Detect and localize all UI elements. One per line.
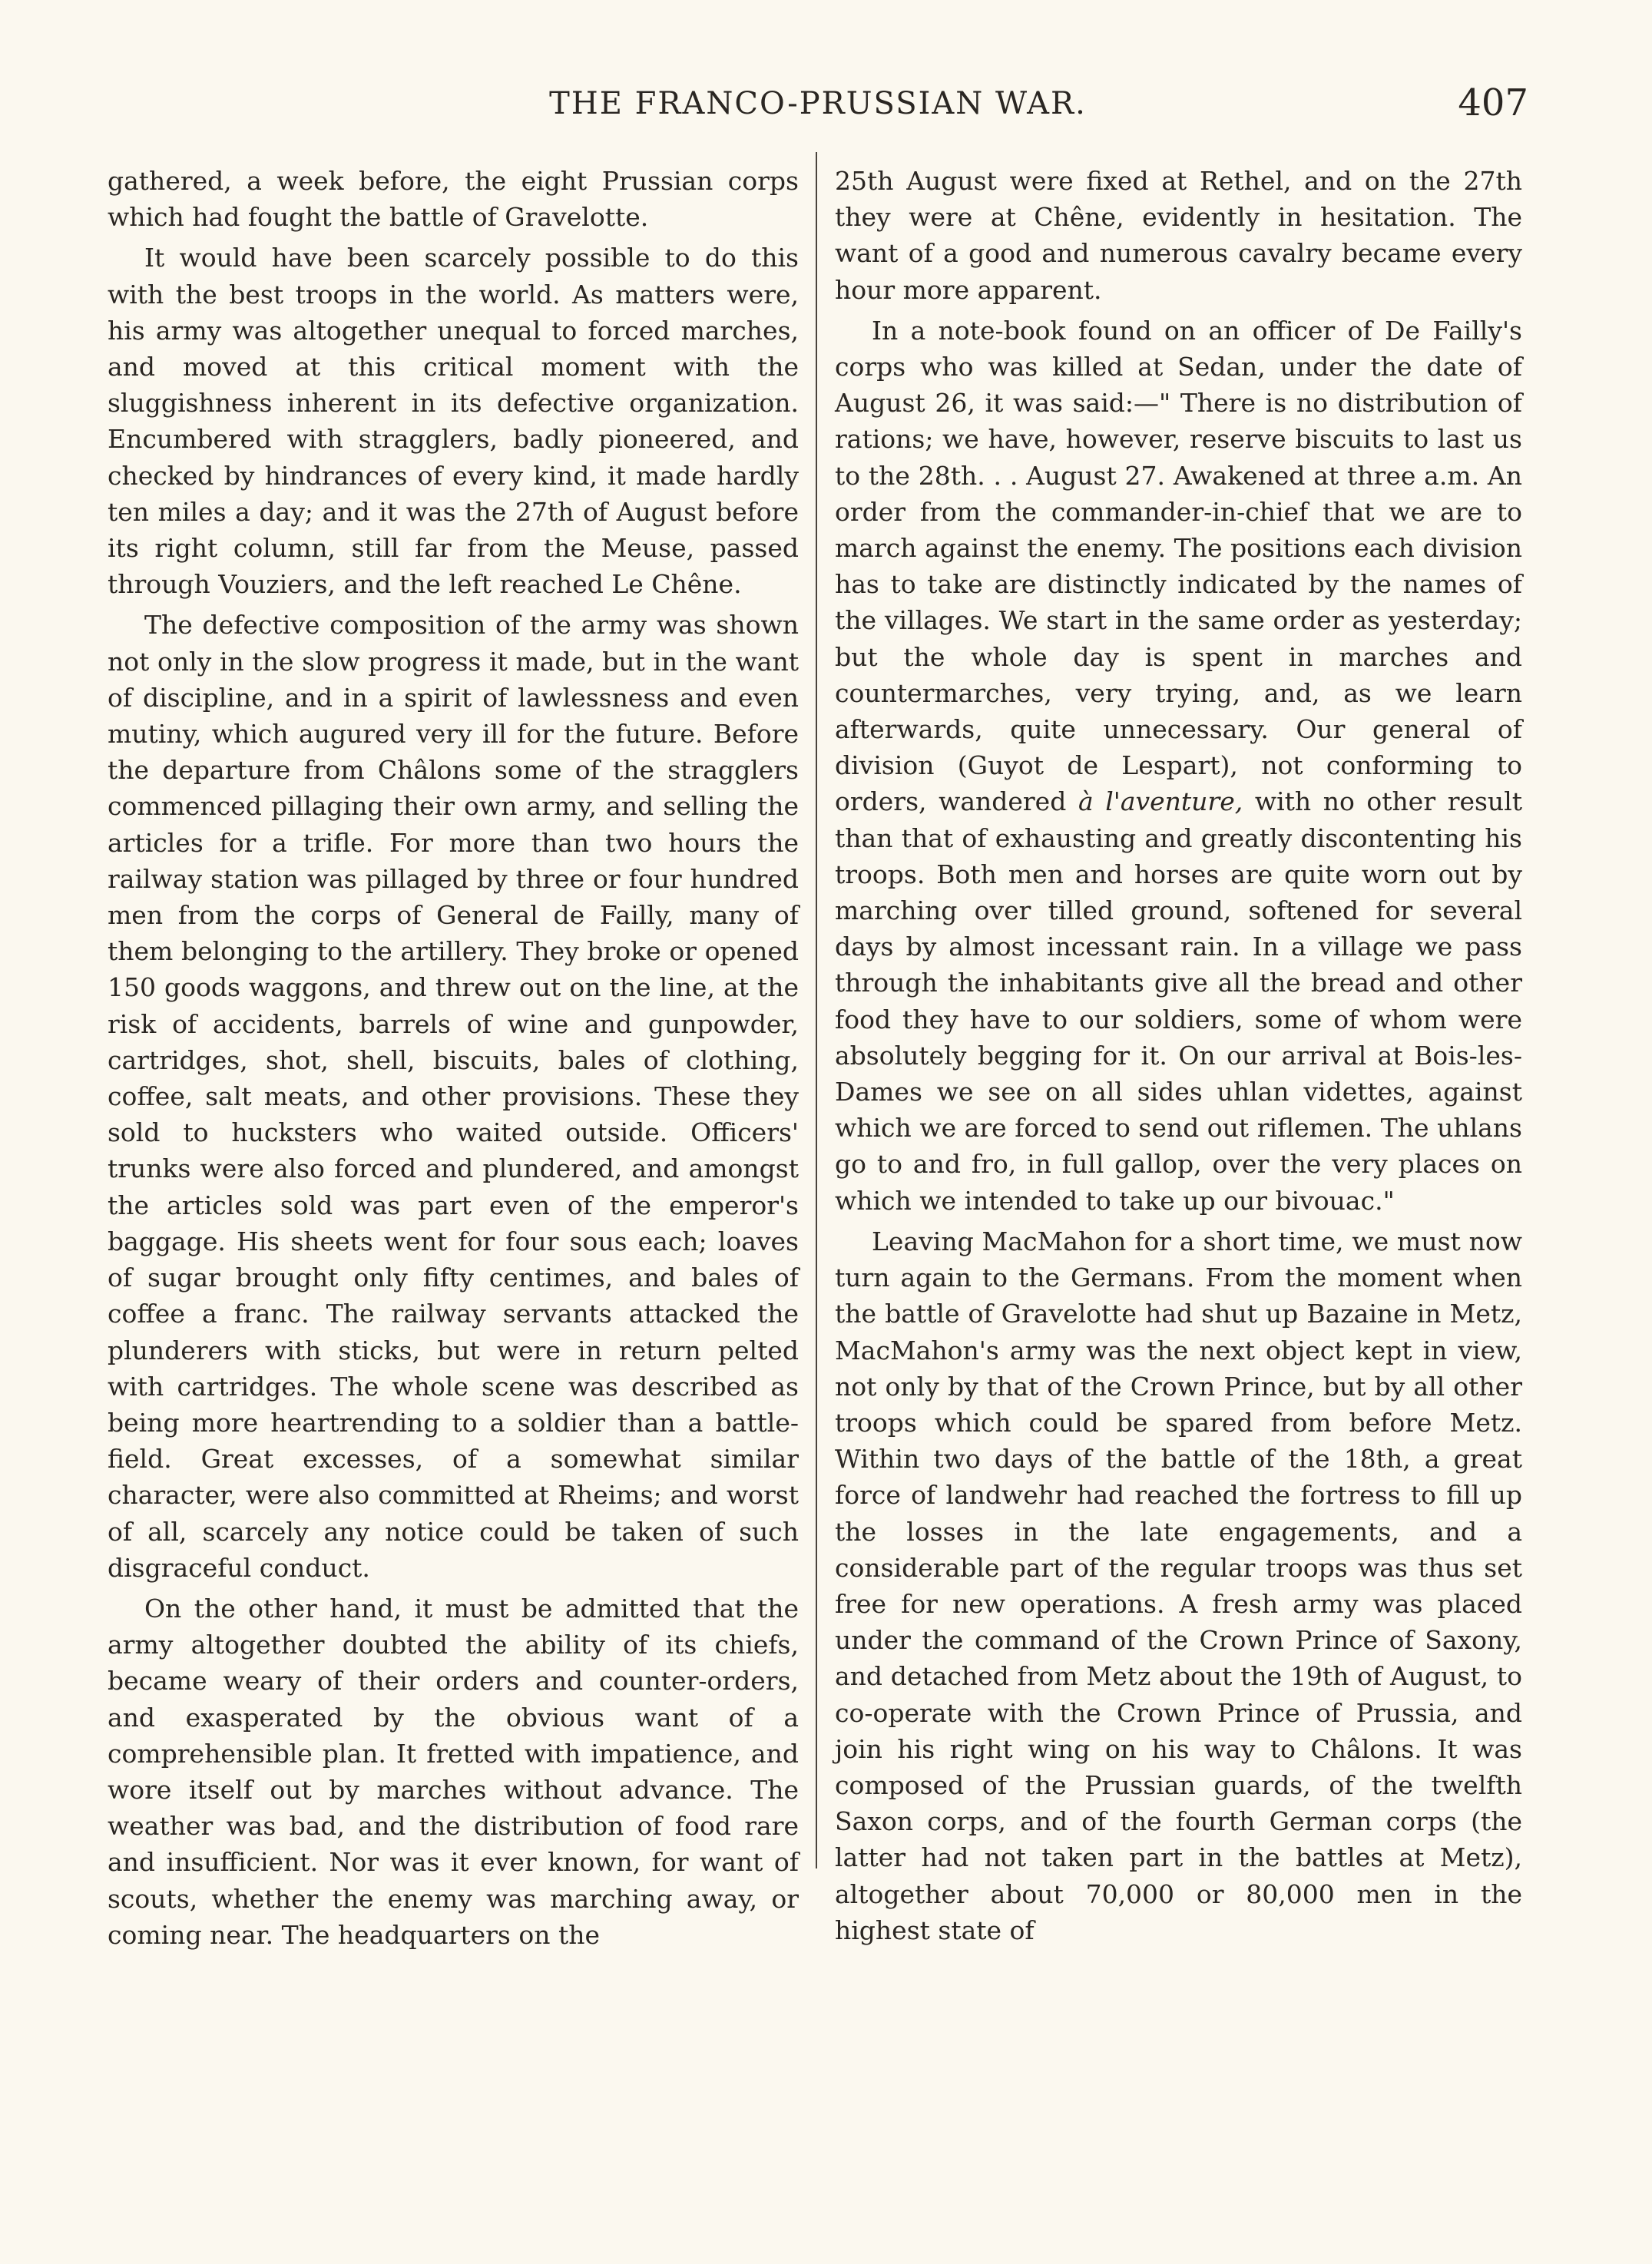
italic-phrase: à l'aventure, [1078,786,1243,817]
paragraph-quotation [835,313,1522,1219]
column-divider [816,152,817,1868]
left-column [108,163,799,1950]
right-column [835,163,1523,1945]
text-run: In a note-book found on an officer of De Failly's corps who was killed at Sedan, under the date of August 26, it was said:—" There is no distribution of rations; we have, however, reserve biscuits to last us to the 28th. . . August 27. Awakened at three a.m. An order from the commander-in-chief that we are to march against the enemy. The positions each division has to take are distinctly indicated by the names of the villages. We start in the same order as yesterday; but the whole day is spent in marches and countermarches, very trying, and, as we learn afterwards, quite unnecessary. Our general of division (Guyot de Lespart), not conforming to orders, wandered [835,315,1522,817]
paragraph: Leaving MacMahon for a short time, we must now turn again to the Germans. From the moment when the battle of Gravelotte had shut up Bazaine in Metz, MacMahon's army was the next object kept in view, not only by that of the Crown Prince, but by all other troops which could be spared from before Metz. Within two days of the battle of the 18th, a great force of landwehr had reached the fortress to fill up the losses in the late engagements, and a considerable part of the regular troops was thus set free for new operations. A fresh army was placed under the command of the Crown Prince of Saxony, and detached from Metz about the 19th of August, to co-operate with the Crown Prince of Prussia, and join his right wing on his way to Châlons. It was composed of the Prussian guards, of the twelfth Saxon corps, and of the fourth German corps (the latter had not taken part in the battles at Metz), altogether about 70,000 or 80,000 men in the highest state of [835,1226,1522,1945]
paragraph: It would have been scarcely possible to do this with the best troops in the world. As matters were, his army was altogether unequal to forced marches, and moved at this critical moment with the sluggishness inherent in its defective organization. Encumbered with stragglers, badly pioneered, and checked by hindrances of every kind, it made hardly ten miles a day; and it was the 27th of August before its right column, still far from the Meuse, passed through Vouziers, and the left reached Le Chêne. [108,243,799,600]
text-run: with no other result than that of exhausting and greatly discontenting his troops. Both men and horses are quite worn out by marching over tilled ground, softened for several days by almost incessant rain. In a village we pass through the inhabitants give all the bread and other food they have to our soldiers, some of whom were absolutely begging for it. On our arrival at Bois-les-Dames we see on all sides uhlan videttes, against which we are forced to send out riflemen. The uhlans go to and fro, in full gallop, over the very places on which we intended to take up our bivouac." [835,786,1523,1216]
page-number: 407 [1458,81,1528,124]
paragraph: The defective composition of the army was shown not only in the slow progress it made, but in the want of discipline, and in a spirit of lawlessness and even mutiny, which augured very ill for the future. Before the departure from Châlons some of the stragglers commenced pillaging their own army, and selling the articles for a trifle. For more than two hours the railway station was pillaged by three or four hundred men from the corps of General de Failly, many of them belonging to the artillery. They broke or opened 150 goods waggons, and threw out on the line, at the risk of accidents, barrels of wine and gunpowder, cartridges, shot, shell, biscuits, bales of clothing, coffee, salt meats, and other provisions. These they sold to hucksters who waited outside. Officers' trunks were also forced and plundered, and amongst the articles sold was part even of the emperor's baggage. His sheets went for four sous each; loaves of sugar brought only fifty centimes, and bales of coffee a franc. The railway servants attacked the plunderers with sticks, but were in return pelted with cartridges. The whole scene was described as being more heartrending to a soldier than a battle-field. Great excesses, of a somewhat similar character, were also committed at Rheims; and worst of all, scarcely any notice could be taken of such disgraceful conduct. [108,610,799,1583]
paragraph: gathered, a week before, the eight Prussian corps which had fought the battle of Gravelotte. [108,166,799,233]
paragraph: On the other hand, it must be admitted that the army altogether doubted the ability of its chiefs, became weary of their orders and counter-orders, and exasperated by the obvious want of a comprehensible plan. It fretted with impatience, and wore itself out by marches without advance. The weather was bad, and the distribution of food rare and insufficient. Nor was it ever known, for want of scouts, whether the enemy was marching away, or coming near. The headquarters on the [108,1593,799,1950]
paragraph: 25th August were fixed at Rethel, and on the 27th they were at Chêne, evidently in hesitation. The want of a good and numerous cavalry became every hour more apparent. [835,166,1522,305]
page-header [108,81,1528,132]
running-title: THE FRANCO-PRUSSIAN WAR. [549,86,1087,121]
